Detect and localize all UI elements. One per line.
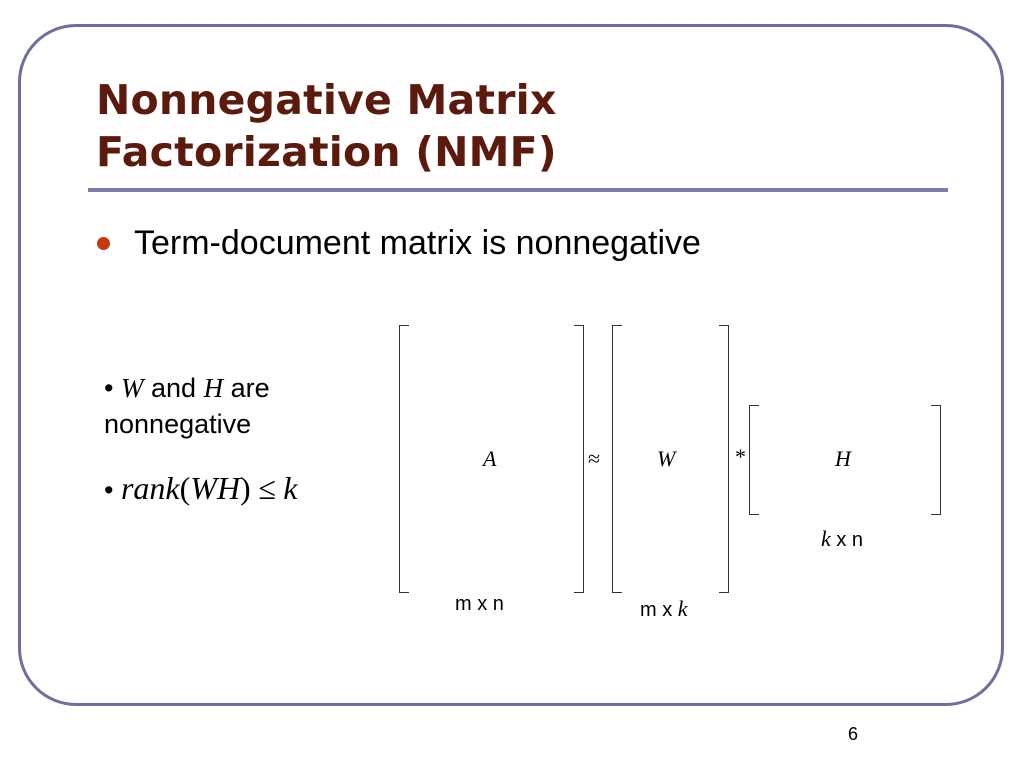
times-symbol: * <box>735 444 746 469</box>
word-are: are <box>230 373 270 403</box>
matrix-h-right-bracket <box>931 405 941 515</box>
leq-symbol: ≤ <box>258 470 276 506</box>
matrix-a-label: A <box>483 446 497 471</box>
page-number: 6 <box>848 724 859 744</box>
rank-function: rank <box>120 470 180 506</box>
matrix-a-left-bracket <box>399 325 409 593</box>
title-line-1: Nonnegative Matrix <box>96 76 557 124</box>
matrix-w-dimension-prefix: m x <box>640 599 673 621</box>
matrix-h-left-bracket <box>749 405 759 515</box>
matrix-h-dimension-k: k <box>821 526 831 551</box>
matrix-w-label: W <box>657 446 676 471</box>
paren-open: ( <box>179 470 191 506</box>
symbol-w: W <box>120 373 144 403</box>
matrix-h-dimension <box>821 526 863 552</box>
word-nonnegative: nonnegative <box>104 409 252 439</box>
title-divider <box>88 188 948 192</box>
matrix-a-dimension: m x n <box>455 593 504 615</box>
sub-bullet-rank <box>104 470 298 508</box>
symbol-wh: WH <box>190 470 241 506</box>
bullet-dot-icon <box>97 237 110 250</box>
matrix-w-dimension-k: k <box>677 596 688 621</box>
sub-bullet-nonnegative <box>104 370 344 442</box>
main-bullet-text: Term-document matrix is nonnegative <box>134 224 701 262</box>
slide-title <box>96 74 557 178</box>
matrix-h-dimension-suffix: x n <box>836 529 864 551</box>
sub-bullet-dot: • <box>104 373 114 403</box>
approx-symbol: ≈ <box>588 446 601 471</box>
sub-bullet-dot: • <box>104 475 114 505</box>
matrix-h-label: H <box>835 446 851 471</box>
matrix-w-dimension <box>640 596 688 622</box>
matrix-w-right-bracket <box>719 325 729 593</box>
symbol-k: k <box>283 470 298 506</box>
symbol-h: H <box>203 373 224 403</box>
paren-close: ) <box>240 470 251 506</box>
matrix-a-right-bracket <box>574 325 584 593</box>
title-line-2: Factorization (NMF) <box>96 128 557 176</box>
matrix-w-left-bracket <box>612 325 622 593</box>
word-and: and <box>150 373 197 403</box>
